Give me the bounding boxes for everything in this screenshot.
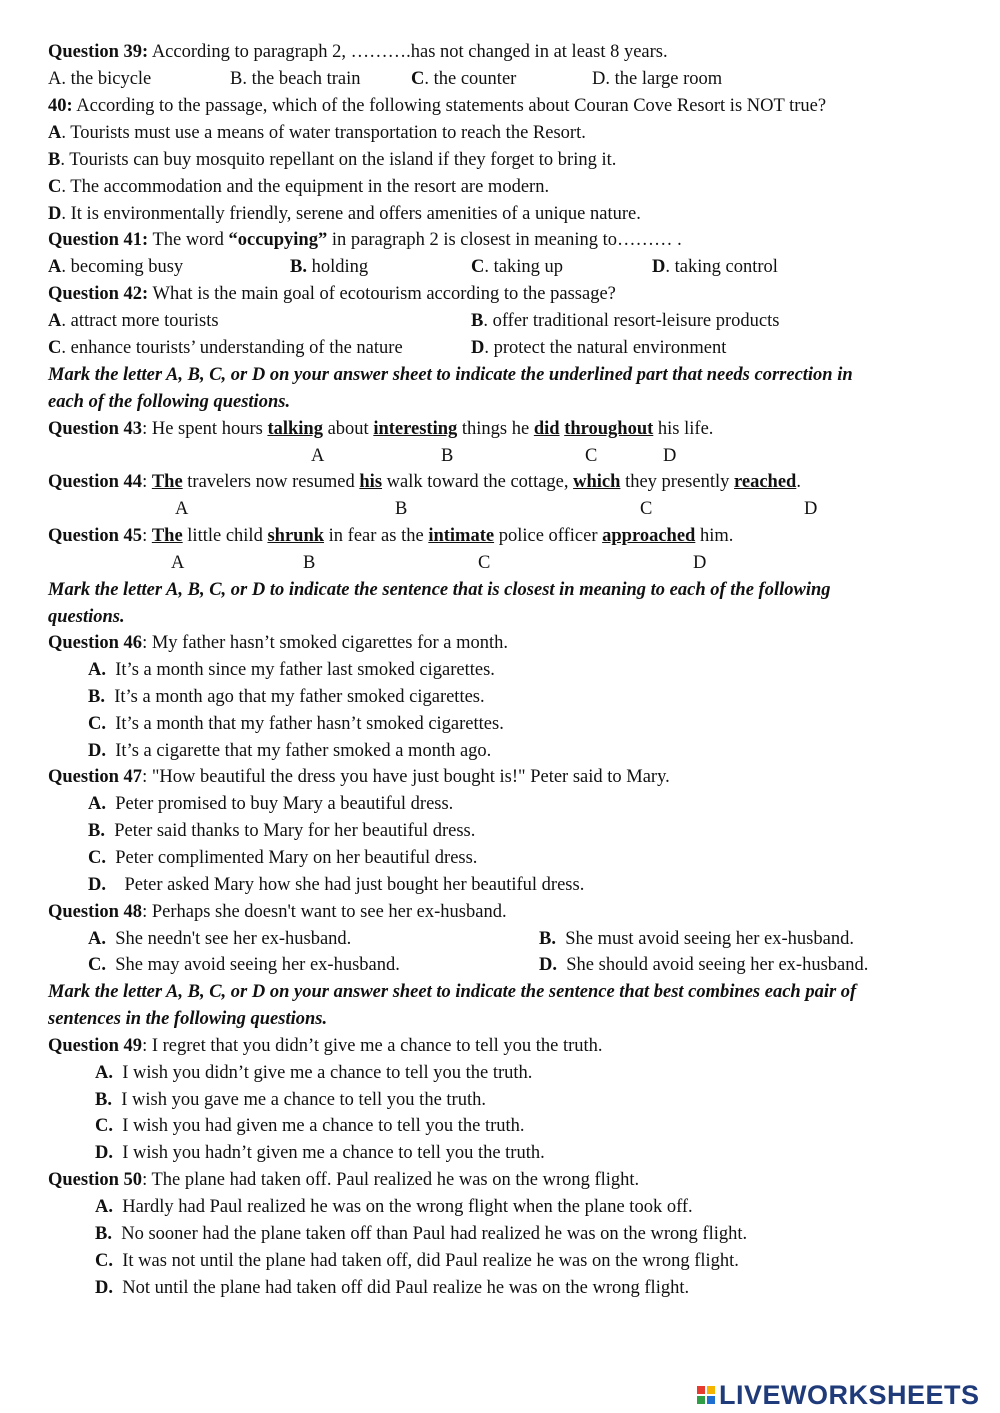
q45-letter-b: B: [303, 553, 316, 573]
q49-option-d[interactable]: D. I wish you hadn’t given me a chance to tell you the truth.: [95, 1143, 545, 1163]
q45-part-a[interactable]: The: [151, 526, 183, 546]
q45-letter-c: C: [478, 553, 491, 573]
q48-stem: Question 48: Perhaps she doesn't want to see her ex-husband.: [48, 902, 507, 922]
q48-option-d[interactable]: D. She should avoid seeing her ex-husband.: [539, 955, 869, 975]
q41-stem: Question 41: The word “occupying” in paragraph 2 is closest in meaning to……… .: [48, 230, 682, 250]
q50-option-b[interactable]: B. No sooner had the plane taken off than Paul had realized he was on the wrong flight.: [95, 1224, 748, 1244]
instruction-meaning-line1: Mark the letter A, B, C, or D to indicate the sentence that is closest in meaning to each of the following: [48, 580, 831, 600]
q46-option-d[interactable]: D. It’s a cigarette that my father smoked a month ago.: [88, 741, 492, 761]
q42-stem: Question 42: What is the main goal of ecotourism according to the passage?: [48, 284, 616, 304]
instruction-correction-line1: Mark the letter A, B, C, or D on your answer sheet to indicate the underlined part that needs correction in: [48, 365, 853, 385]
q44-letter-b: B: [395, 499, 408, 519]
q41-option-c[interactable]: C. taking up: [471, 257, 563, 277]
q50-option-c[interactable]: C. It was not until the plane had taken off, did Paul realize he was on the wrong flight.: [95, 1251, 739, 1271]
q40-option-c[interactable]: C. The accommodation and the equipment in the resort are modern.: [48, 177, 550, 197]
q42-option-c[interactable]: C. enhance tourists’ understanding of the nature: [48, 338, 403, 358]
q48-option-c[interactable]: C. She may avoid seeing her ex-husband.: [88, 955, 400, 975]
liveworksheets-logo-text: LIVEWORKSHEETS: [719, 1379, 980, 1410]
q43-part-d[interactable]: throughout: [564, 419, 654, 439]
q39-option-a[interactable]: A. the bicycle: [48, 69, 152, 89]
q43-part-b[interactable]: interesting: [373, 419, 458, 439]
q48-option-b[interactable]: B. She must avoid seeing her ex-husband.: [539, 929, 854, 949]
q43-letter-b: B: [441, 446, 454, 466]
q47-option-b[interactable]: B. Peter said thanks to Mary for her beautiful dress.: [88, 821, 476, 841]
q49-stem: Question 49: I regret that you didn’t give me a chance to tell you the truth.: [48, 1036, 603, 1056]
q45-sentence: Question 45: The little child shrunk in fear as the intimate police officer approached him.: [48, 526, 734, 546]
q47-option-a[interactable]: A. Peter promised to buy Mary a beautiful dress.: [88, 794, 454, 814]
q49-option-a[interactable]: A. I wish you didn’t give me a chance to tell you the truth.: [95, 1063, 533, 1083]
logo-square-blue: [707, 1396, 715, 1404]
q43-sentence: Question 43: He spent hours talking about interesting things he did throughout his life.: [48, 419, 714, 439]
q41-option-d[interactable]: D. taking control: [652, 257, 778, 277]
q47-stem: Question 47: "How beautiful the dress you have just bought is!" Peter said to Mary.: [48, 767, 670, 787]
q43-letter-c: C: [585, 446, 598, 466]
q39-option-d[interactable]: D. the large room: [592, 69, 723, 89]
q45-part-c[interactable]: intimate: [428, 526, 495, 546]
q44-part-d[interactable]: reached: [733, 472, 797, 492]
q44-letter-a: A: [175, 499, 189, 519]
q43-part-a[interactable]: talking: [267, 419, 323, 439]
q41-option-b[interactable]: B. holding: [290, 257, 369, 277]
q43-letter-a: A: [311, 446, 325, 466]
q45-part-d[interactable]: approached: [602, 526, 696, 546]
q44-letter-d: D: [804, 499, 818, 519]
instruction-combine-line2: sentences in the following questions.: [48, 1009, 328, 1029]
liveworksheets-logo: [697, 1377, 980, 1413]
q49-option-b[interactable]: B. I wish you gave me a chance to tell you the truth.: [95, 1090, 486, 1110]
q45-letter-d: D: [693, 553, 707, 573]
q46-option-a[interactable]: A. It’s a month since my father last smoked cigarettes.: [88, 660, 495, 680]
q39-option-c[interactable]: C. the counter: [411, 69, 517, 89]
q40-option-a[interactable]: A. Tourists must use a means of water transportation to reach the Resort.: [48, 123, 586, 143]
q42-option-d[interactable]: D. protect the natural environment: [471, 338, 727, 358]
q50-option-a[interactable]: A. Hardly had Paul realized he was on the wrong flight when the plane took off.: [95, 1197, 693, 1217]
instruction-correction-line2: each of the following questions.: [48, 392, 291, 412]
q44-part-b[interactable]: his: [359, 472, 383, 492]
logo-square-red: [697, 1386, 705, 1394]
q44-letter-c: C: [640, 499, 653, 519]
instruction-combine-line1: Mark the letter A, B, C, or D on your answer sheet to indicate the sentence that best combines each pair of: [48, 982, 857, 1002]
liveworksheets-logo-icon: [697, 1386, 715, 1404]
q45-letter-a: A: [171, 553, 185, 573]
q44-sentence: Question 44: The travelers now resumed his walk toward the cottage, which they presently reached.: [48, 472, 801, 492]
q46-stem: Question 46: My father hasn’t smoked cigarettes for a month.: [48, 633, 509, 653]
q50-stem: Question 50: The plane had taken off. Paul realized he was on the wrong flight.: [48, 1170, 640, 1190]
q45-part-b[interactable]: shrunk: [267, 526, 325, 546]
q40-stem: 40: According to the passage, which of the following statements about Couran Cove Resort is NOT true?: [48, 96, 827, 116]
q41-option-a[interactable]: A. becoming busy: [48, 257, 184, 277]
q39-stem: Question 39: According to paragraph 2, ……….has not changed in at least 8 years.: [48, 42, 668, 62]
logo-square-yellow: [707, 1386, 715, 1394]
q40-option-d[interactable]: D. It is environmentally friendly, serene and offers amenities of a unique nature.: [48, 204, 641, 224]
q42-option-a[interactable]: A. attract more tourists: [48, 311, 219, 331]
q50-option-d[interactable]: D. Not until the plane had taken off did Paul realize he was on the wrong flight.: [95, 1278, 690, 1298]
q46-option-c[interactable]: C. It’s a month that my father hasn’t smoked cigarettes.: [88, 714, 504, 734]
q47-option-d[interactable]: D. Peter asked Mary how she had just bought her beautiful dress.: [88, 875, 585, 895]
q47-option-c[interactable]: C. Peter complimented Mary on her beautiful dress.: [88, 848, 478, 868]
q46-option-b[interactable]: B. It’s a month ago that my father smoked cigarettes.: [88, 687, 485, 707]
q48-option-a[interactable]: A. She needn't see her ex-husband.: [88, 929, 352, 949]
q42-option-b[interactable]: B. offer traditional resort-leisure products: [471, 311, 780, 331]
q40-option-b[interactable]: B. Tourists can buy mosquito repellant on the island if they forget to bring it.: [48, 150, 617, 170]
q39-option-b[interactable]: B. the beach train: [230, 69, 361, 89]
instruction-meaning-line2: questions.: [48, 607, 125, 627]
q43-part-c[interactable]: did: [533, 419, 560, 439]
q49-option-c[interactable]: C. I wish you had given me a chance to tell you the truth.: [95, 1116, 525, 1136]
q43-letter-d: D: [663, 446, 677, 466]
q44-part-c[interactable]: which: [573, 472, 621, 492]
q44-part-a[interactable]: The: [151, 472, 183, 492]
logo-square-green: [697, 1396, 705, 1404]
